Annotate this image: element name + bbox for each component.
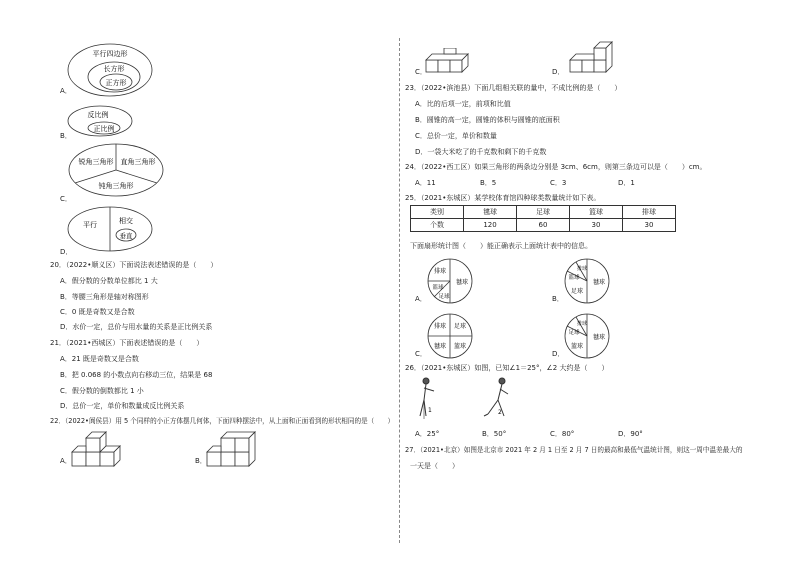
q20-option-d[interactable]: D．水价一定，总价与用水量的关系是正比例关系 xyxy=(60,323,213,331)
q27-stem-line2: 一天是（ ） xyxy=(410,462,459,470)
intersect-label: 相交 xyxy=(119,217,133,225)
q24-option-c[interactable]: C．3 xyxy=(550,179,567,187)
q23-option-b[interactable]: B．圆锥的高一定，圆锥的体积与圆锥的底面积 xyxy=(415,116,560,124)
q27-stem-line1: 27．（2021•北京）如图是北京市 2021 年 2 月 1 日至 2 月 7 日的最高和最低气温统计图，则这一周中温差最大的 xyxy=(405,446,743,454)
table-cell: 60 xyxy=(517,219,570,232)
q23-option-d[interactable]: D．一袋大米吃了的千克数和剩下的千克数 xyxy=(415,148,547,156)
table-cell: 篮球 xyxy=(570,206,623,219)
q22-option-c[interactable]: C． xyxy=(415,68,427,76)
pie-label-jianqiu: 毽球 xyxy=(592,334,606,341)
triangle-types-diagram xyxy=(66,142,166,198)
q20-stem: 20．（2022•顺义区）下面说法表述错误的是（ ） xyxy=(50,261,218,269)
q22-cube-figure-b xyxy=(205,428,265,468)
pie-label-zuqiu: 足球 xyxy=(570,288,584,295)
q20-option-b[interactable]: B．等腰三角形是轴对称图形 xyxy=(60,293,149,301)
table-cell: 类别 xyxy=(411,206,464,219)
q24-option-d[interactable]: D．1 xyxy=(618,179,635,187)
pie-label-paiqiu: 排球 xyxy=(433,268,447,275)
direct-proportion-label: 正比例 xyxy=(93,125,115,133)
q19-option-a[interactable]: A． xyxy=(60,87,72,95)
lines-relation-diagram xyxy=(66,205,156,253)
pie-label-zuqiu: 足球 xyxy=(568,330,580,336)
pie-label-paiqiu: 排球 xyxy=(576,266,588,272)
table-cell: 30 xyxy=(570,219,623,232)
pie-label-paiqiu: 排球 xyxy=(433,323,447,330)
nested-quadrilateral-diagram xyxy=(66,38,176,98)
q21-option-c[interactable]: C．假分数的倒数都比 1 小 xyxy=(60,387,144,395)
q25-option-b[interactable]: B． xyxy=(552,295,564,303)
q26-option-c[interactable]: C．80° xyxy=(550,430,575,438)
walking-figure-2 xyxy=(478,376,518,420)
pie-label-zuqiu: 足球 xyxy=(453,323,467,330)
pie-label-lanqiu: 篮球 xyxy=(568,275,580,281)
q25-pie-a xyxy=(426,257,474,305)
q25-pie-d xyxy=(563,312,611,360)
q20-option-c[interactable]: C．0 既是奇数又是合数 xyxy=(60,308,135,316)
q21-stem: 21．（2021•西城区）下面表述错误的是（ ） xyxy=(50,339,204,347)
q25-pie-c xyxy=(426,312,474,360)
q22-option-a[interactable]: A． xyxy=(60,457,72,465)
table-cell: 排球 xyxy=(623,206,676,219)
pie-label-paiqiu: 排球 xyxy=(576,321,588,327)
q25-option-a[interactable]: A． xyxy=(415,295,427,303)
q26-option-d[interactable]: D．90° xyxy=(618,430,643,438)
pie-label-jianqiu: 毽球 xyxy=(592,279,606,286)
table-row xyxy=(411,206,676,219)
q22-cube-figure-a xyxy=(70,428,140,468)
square-label: 正方形 xyxy=(105,79,127,87)
rectangle-label: 长方形 xyxy=(103,65,125,73)
q25-prompt: 下面扇形统计图（ ）能正确表示上面统计表中的信息。 xyxy=(410,242,592,250)
table-cell: 120 xyxy=(464,219,517,232)
q20-option-a[interactable]: A．假分数的分数单位都比 1 大 xyxy=(60,277,158,285)
right-triangle-label: 直角三角形 xyxy=(120,158,156,166)
pie-label-jianqiu: 毽球 xyxy=(433,343,447,350)
parallel-label: 平行 xyxy=(83,221,97,229)
q22-cube-figure-c xyxy=(424,48,484,76)
q26-option-b[interactable]: B．50° xyxy=(482,430,507,438)
q25-option-d[interactable]: D． xyxy=(552,350,565,358)
q23-stem: 23．（2022•滨池县）下面几组相关联的量中，不成比例的是（ ） xyxy=(405,84,622,92)
q25-stem: 25．（2021•东城区）某学校体育馆四种球类数量统计如下表。 xyxy=(405,194,601,202)
pie-label-lanqiu: 篮球 xyxy=(453,343,467,350)
q24-stem: 24．（2022•西工区）如果三角形的两条边分别是 3cm、6cm，则第三条边可以是（ ）cm。 xyxy=(405,163,707,171)
q25-option-c[interactable]: C． xyxy=(415,350,427,358)
q21-option-d[interactable]: D．总价一定，单价和数量成反比例关系 xyxy=(60,402,185,410)
q26-option-a[interactable]: A．25° xyxy=(415,430,440,438)
angle-2-label: 2 xyxy=(498,409,502,416)
q23-option-c[interactable]: C．总价一定，单价和数量 xyxy=(415,132,497,140)
q22-option-b[interactable]: B． xyxy=(195,457,207,465)
angle-1-label: 1 xyxy=(428,407,432,414)
q24-option-a[interactable]: A．11 xyxy=(415,179,436,187)
q24-option-b[interactable]: B．5 xyxy=(480,179,497,187)
table-cell: 30 xyxy=(623,219,676,232)
q19-option-c[interactable]: C． xyxy=(60,195,72,203)
proportion-diagram xyxy=(66,103,146,139)
q25-pie-b xyxy=(563,257,611,305)
pie-label-zuqiu: 足球 xyxy=(438,294,450,300)
obtuse-triangle-label: 钝角三角形 xyxy=(98,182,134,190)
pie-label-jianqiu: 毽球 xyxy=(455,279,469,286)
q19-option-d[interactable]: D． xyxy=(60,248,73,256)
ball-stats-table xyxy=(410,205,676,232)
acute-triangle-label: 锐角三角形 xyxy=(78,158,114,166)
column-divider xyxy=(399,38,400,543)
pie-label-lanqiu: 篮球 xyxy=(432,285,444,291)
table-row xyxy=(411,219,676,232)
table-cell: 毽球 xyxy=(464,206,517,219)
parallelogram-label: 平行四边形 xyxy=(92,50,128,58)
q19-option-b[interactable]: B． xyxy=(60,132,72,140)
q26-stem: 26．（2021•东城区）如图，已知∠1＝25°，∠2 大约是（ ） xyxy=(405,364,609,372)
pie-label-lanqiu: 篮球 xyxy=(570,343,584,350)
q22-cube-figure-d xyxy=(568,40,624,76)
q23-option-a[interactable]: A．比的后项一定，前项和比值 xyxy=(415,100,511,108)
table-cell: 个数 xyxy=(411,219,464,232)
standing-figure-1 xyxy=(410,376,442,420)
table-cell: 足球 xyxy=(517,206,570,219)
perpendicular-label: 垂直 xyxy=(119,232,133,240)
q21-option-b[interactable]: B．把 0.068 的小数点向右移动三位，结果是 68 xyxy=(60,371,213,379)
q22-option-d[interactable]: D． xyxy=(552,68,565,76)
inverse-proportion-label: 反比例 xyxy=(87,111,109,119)
q22-stem: 22．（2022•阆侯县）用 5 个同样的小正方体摆几何体，下面四种摆法中，从上面和正面看到的形状相同的是（ ） xyxy=(50,417,395,425)
q21-option-a[interactable]: A．21 既是奇数又是合数 xyxy=(60,355,139,363)
